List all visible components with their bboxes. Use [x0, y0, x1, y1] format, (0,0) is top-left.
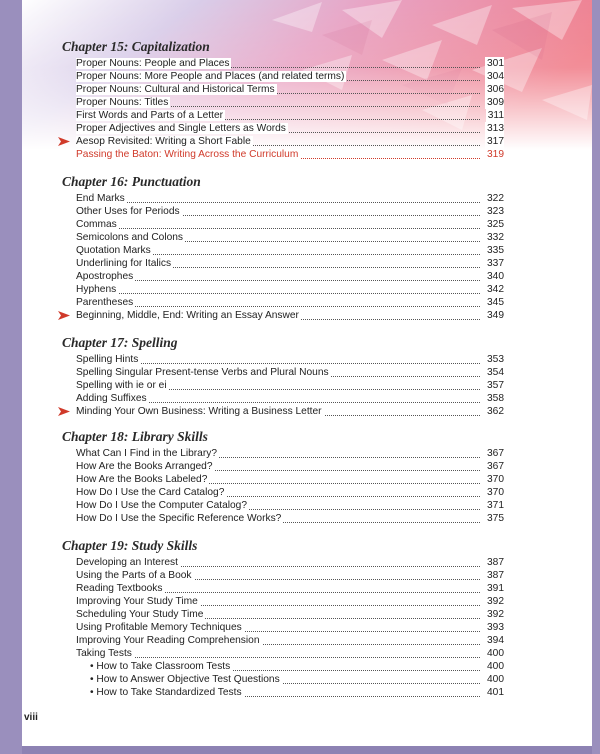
toc-entry[interactable]: [76, 109, 504, 122]
toc-entry[interactable]: [76, 309, 504, 322]
toc-entry[interactable]: [76, 556, 504, 569]
toc-entry-label: Proper Adjectives and Single Letters as Words: [76, 123, 286, 134]
toc-entry-page: 358: [487, 393, 504, 404]
toc-entry-label: How Do I Use the Specific Reference Works?: [76, 513, 282, 524]
toc-entry-page: 367: [487, 448, 504, 459]
toc-entry-label: Reading Textbooks: [76, 583, 163, 594]
leader-dots: [76, 657, 480, 658]
toc-entry-page: 322: [487, 193, 504, 204]
toc-entry-label: Spelling with ie or ei: [76, 380, 167, 391]
toc-entry-page: 304: [487, 71, 504, 82]
leader-dots: [76, 306, 480, 307]
toc-entry-label: Proper Nouns: More People and Places (and related terms): [76, 71, 345, 82]
toc-entry-label: End Marks: [76, 193, 125, 204]
toc-entry-label: How Do I Use the Card Catalog?: [76, 487, 225, 498]
toc-entry-page: 401: [487, 687, 504, 698]
toc-entry-label: Other Uses for Periods: [76, 206, 180, 217]
toc-entry[interactable]: [76, 447, 504, 460]
toc-entry-page: 357: [487, 380, 504, 391]
chapter-section: [62, 537, 582, 699]
chapter-section: [62, 173, 582, 322]
toc-entry[interactable]: [76, 70, 504, 83]
toc-entry-page: 392: [487, 609, 504, 620]
toc-entry-page: 400: [487, 661, 504, 672]
toc-entry[interactable]: [76, 460, 504, 473]
chapter-section: [62, 334, 582, 418]
toc-entry-page: 317: [487, 136, 504, 147]
toc-entry-page: 362: [487, 406, 504, 417]
leader-dots: [76, 202, 480, 203]
toc-entry-page: 335: [487, 245, 504, 256]
toc-entry-label: Adding Suffixes: [76, 393, 147, 404]
toc-entry-page: 319: [487, 149, 504, 160]
toc-entry-label: Spelling Hints: [76, 354, 139, 365]
toc-entry-page: 349: [487, 310, 504, 321]
leader-dots: [76, 228, 480, 229]
toc-entry-page: 392: [487, 596, 504, 607]
toc-entry-label: How Are the Books Labeled?: [76, 474, 208, 485]
toc-entry[interactable]: [76, 392, 504, 405]
toc-entry-label: Improving Your Reading Comprehension: [76, 635, 260, 646]
toc-entry-page: 306: [487, 84, 504, 95]
toc-entry[interactable]: [90, 660, 504, 673]
toc-entry-page: 340: [487, 271, 504, 282]
toc-entry[interactable]: [76, 353, 504, 366]
toc-entry-label: Commas: [76, 219, 117, 230]
toc-entry[interactable]: [76, 135, 504, 148]
toc-entry-label: • How to Take Classroom Tests: [90, 661, 232, 672]
toc-entry-page: 323: [487, 206, 504, 217]
toc-entry-label: Underlining for Italics: [76, 258, 172, 269]
toc-entry[interactable]: [76, 512, 504, 525]
toc-entry-label: Aesop Revisited: Writing a Short Fable: [76, 136, 251, 147]
page-paper: [22, 0, 592, 746]
toc-entry-label: What Can I Find in the Library?: [76, 448, 217, 459]
toc-entry[interactable]: [76, 283, 504, 296]
toc-entry-page: 353: [487, 354, 504, 365]
toc-entry-page: 367: [487, 461, 504, 472]
toc-entry-label: Parentheses: [76, 297, 134, 308]
chapter-title: Chapter 16: Punctuation: [62, 174, 201, 189]
toc-entry-page: 391: [487, 583, 504, 594]
toc-entry-page: 309: [487, 97, 504, 108]
toc-entry[interactable]: [76, 148, 504, 161]
toc-entry-label: Semicolons and Colons: [76, 232, 184, 243]
toc-entry-page: 375: [487, 513, 504, 524]
toc-entry-page: 400: [487, 674, 504, 685]
toc-entry-label: Beginning, Middle, End: Writing an Essay Answer: [76, 310, 299, 321]
arrow-right-icon: [58, 407, 70, 416]
chapter-section: [62, 428, 582, 525]
toc-entry-page: 400: [487, 648, 504, 659]
toc-entry-page: 370: [487, 474, 504, 485]
toc-entry-label: Using Profitable Memory Techniques: [76, 622, 242, 633]
page-number: viii: [24, 712, 38, 723]
toc-entry-page: 311: [487, 110, 504, 121]
toc-entry[interactable]: [76, 270, 504, 283]
toc-entry-label: Proper Nouns: Titles: [76, 97, 169, 108]
toc-entry[interactable]: [76, 296, 504, 309]
toc-entry-label: Developing an Interest: [76, 557, 178, 568]
toc-entry-page: 345: [487, 297, 504, 308]
toc-entry[interactable]: [76, 218, 504, 231]
toc-entry-label: Proper Nouns: Cultural and Historical Terms: [76, 84, 275, 95]
toc-entry[interactable]: [76, 621, 504, 634]
toc-entry-page: 393: [487, 622, 504, 633]
chapter-title: Chapter 19: Study Skills: [62, 538, 198, 553]
chapter-title: Chapter 15: Capitalization: [62, 39, 210, 54]
toc-entry-label: Using the Parts of a Book: [76, 570, 192, 581]
toc-entry[interactable]: [76, 569, 504, 582]
toc-entry[interactable]: [76, 57, 504, 70]
toc-entry-page: 371: [487, 500, 504, 511]
table-of-contents: [62, 38, 582, 699]
leader-dots: [76, 280, 480, 281]
toc-entry[interactable]: [76, 634, 504, 647]
toc-entry-page: 387: [487, 557, 504, 568]
toc-entry-label: Spelling Singular Present-tense Verbs and Plural Nouns: [76, 367, 329, 378]
toc-entry-page: 370: [487, 487, 504, 498]
toc-entry-label: Taking Tests: [76, 648, 132, 659]
toc-entry-page: 387: [487, 570, 504, 581]
toc-entry[interactable]: [76, 244, 504, 257]
chapter-title: Chapter 17: Spelling: [62, 335, 178, 350]
toc-entry-page: 313: [487, 123, 504, 134]
toc-entry[interactable]: [76, 486, 504, 499]
toc-entry-label: Quotation Marks: [76, 245, 151, 256]
toc-entry[interactable]: [76, 205, 504, 218]
toc-entry-label: First Words and Parts of a Letter: [76, 110, 224, 121]
toc-entry[interactable]: [76, 499, 504, 512]
toc-entry-page: 301: [487, 58, 504, 69]
toc-entry-label: Scheduling Your Study Time: [76, 609, 204, 620]
chapter-section: [62, 38, 582, 161]
toc-entry[interactable]: [76, 405, 504, 418]
toc-entry[interactable]: [76, 83, 504, 96]
toc-entry[interactable]: [76, 582, 504, 595]
toc-entry-label: Improving Your Study Time: [76, 596, 198, 607]
toc-entry[interactable]: [76, 231, 504, 244]
toc-entry[interactable]: [76, 608, 504, 621]
toc-entry[interactable]: [90, 686, 504, 699]
toc-entry-label: Hyphens: [76, 284, 117, 295]
toc-entry-label: Passing the Baton: Writing Across the Curriculum: [76, 149, 299, 160]
toc-entry-label: Minding Your Own Business: Writing a Business Letter: [76, 406, 322, 417]
toc-entry-label: • How to Take Standardized Tests: [90, 687, 244, 698]
toc-entry[interactable]: [76, 122, 504, 135]
bottom-border: [22, 746, 592, 754]
toc-entry[interactable]: [76, 192, 504, 205]
arrow-right-icon: [58, 137, 70, 146]
toc-entry[interactable]: [76, 473, 504, 486]
toc-entry[interactable]: [76, 96, 504, 109]
toc-entry[interactable]: [76, 379, 504, 392]
toc-entry-page: 325: [487, 219, 504, 230]
toc-entry-page: 337: [487, 258, 504, 269]
toc-entry[interactable]: [76, 257, 504, 270]
toc-entry-label: • How to Answer Objective Test Questions: [90, 674, 282, 685]
toc-entry-label: Proper Nouns: People and Places: [76, 58, 230, 69]
toc-entry-page: 332: [487, 232, 504, 243]
toc-entry[interactable]: [76, 595, 504, 608]
toc-entry-page: 394: [487, 635, 504, 646]
toc-entry-page: 354: [487, 367, 504, 378]
toc-entry-page: 342: [487, 284, 504, 295]
leader-dots: [76, 293, 480, 294]
arrow-right-icon: [58, 311, 70, 320]
toc-entry[interactable]: [76, 647, 504, 660]
toc-entry[interactable]: [76, 366, 504, 379]
toc-entry-label: How Do I Use the Computer Catalog?: [76, 500, 248, 511]
toc-entry[interactable]: [90, 673, 504, 686]
chapter-title: Chapter 18: Library Skills: [62, 429, 208, 444]
toc-entry-label: Apostrophes: [76, 271, 134, 282]
toc-entry-label: How Are the Books Arranged?: [76, 461, 213, 472]
